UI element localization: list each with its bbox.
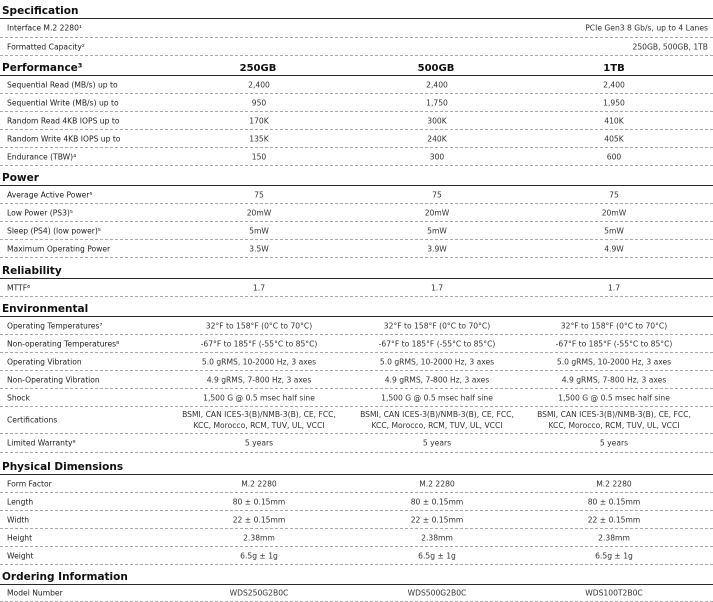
environmental-row-limited-warranty bbox=[0, 434, 713, 453]
row-label: Length bbox=[7, 497, 34, 506]
row-value-250gb: 3.5W bbox=[249, 244, 269, 253]
row-value-250gb: 1.7 bbox=[252, 283, 266, 292]
section-title: Environmental bbox=[2, 303, 89, 315]
row-value-1tb: 20mW bbox=[601, 208, 627, 217]
row-value-1tb: 5.0 gRMS, 10-2000 Hz, 3 axes bbox=[556, 357, 672, 366]
column-header: 500GB bbox=[417, 63, 455, 74]
row-value-250gb: 1,500 G @ 0.5 msec half sine bbox=[203, 393, 315, 402]
row-value-500gb: 4.9 gRMS, 7-800 Hz, 3 axes bbox=[384, 375, 490, 384]
row-value-1tb: 2,400 bbox=[603, 80, 625, 89]
performance-row-sequential-read-mb-s-up-to bbox=[0, 76, 713, 94]
row-value-250gb: 80 ± 0.15mm bbox=[232, 497, 286, 506]
row-value: 250GB, 500GB, 1TB bbox=[632, 42, 708, 51]
row-label: Operating Temperatures⁷ bbox=[7, 321, 103, 330]
row-label: Weight bbox=[7, 551, 34, 560]
row-value-250gb: 2,400 bbox=[248, 80, 270, 89]
reliability-row-mttf bbox=[0, 279, 713, 297]
environmental-row-operating-vibration bbox=[0, 353, 713, 371]
performance-row-endurance-tbw bbox=[0, 148, 713, 166]
row-value-1tb: 405K bbox=[604, 134, 624, 143]
row-label: Width bbox=[7, 515, 30, 524]
row-value-250gb: M.2 2280 bbox=[241, 479, 277, 488]
row-value-1tb: 1,950 bbox=[603, 98, 625, 107]
row-value-250gb: 4.9 gRMS, 7-800 Hz, 3 axes bbox=[206, 375, 312, 384]
row-value-250gb: 75 bbox=[254, 190, 264, 199]
section-header-power bbox=[0, 166, 713, 186]
row-value-1tb: 75 bbox=[609, 190, 619, 199]
row-label: Model Number bbox=[7, 588, 63, 598]
row-label: Interface M.2 2280¹ bbox=[7, 23, 82, 33]
physical-row-length bbox=[0, 493, 713, 511]
row-value-250gb: 150 bbox=[251, 152, 267, 161]
section-title: Ordering Information bbox=[2, 571, 128, 583]
row-value-500gb: M.2 2280 bbox=[419, 479, 455, 488]
row-value-250gb: WDS250G2B0C bbox=[229, 588, 289, 598]
row-value-250gb: 5mW bbox=[249, 226, 269, 235]
row-value-250gb: 950 bbox=[251, 98, 267, 107]
row-value-500gb: 80 ± 0.15mm bbox=[410, 497, 464, 506]
section-header-environmental bbox=[0, 297, 713, 317]
row-value-500gb: 5.0 gRMS, 10-2000 Hz, 3 axes bbox=[379, 357, 495, 366]
row-label: Maximum Operating Power bbox=[7, 244, 111, 253]
row-value-250gb: 6.5g ± 1g bbox=[240, 551, 278, 560]
section-title: Power bbox=[2, 172, 39, 184]
row-value-1tb: BSMI, CAN ICES-3(B)/NMB-3(B), CE, FCC, KCC, Morocco, RCM, TUV, UL, VCCI bbox=[537, 410, 691, 430]
environmental-row-shock bbox=[0, 389, 713, 407]
row-label: Sleep (PS4) (low power)⁵ bbox=[7, 226, 101, 235]
row-value-1tb: 600 bbox=[606, 152, 622, 161]
ordering-row-model-number bbox=[0, 585, 713, 602]
row-value-1tb: WDS100T2B0C bbox=[585, 588, 643, 598]
row-value-1tb: 2.38mm bbox=[598, 533, 630, 542]
row-label: Limited Warranty⁹ bbox=[7, 438, 76, 448]
row-label: Low Power (PS3)⁵ bbox=[7, 208, 73, 217]
environmental-row-non-operating-vibration bbox=[0, 371, 713, 389]
physical-row-height bbox=[0, 529, 713, 547]
row-label: Certifications bbox=[7, 415, 58, 425]
row-value: PCIe Gen3 8 Gb/s, up to 4 Lanes bbox=[585, 23, 708, 33]
row-value-500gb: 1,500 G @ 0.5 msec half sine bbox=[381, 393, 493, 402]
section-title: Physical Dimensions bbox=[2, 461, 124, 473]
section-header-ordering bbox=[0, 565, 713, 585]
row-value-250gb: 135K bbox=[249, 134, 269, 143]
row-label: Height bbox=[7, 533, 33, 542]
section-title: Reliability bbox=[2, 265, 62, 277]
section-title: Specification bbox=[2, 5, 79, 17]
row-value-250gb: 170K bbox=[249, 116, 269, 125]
row-value-1tb: 4.9W bbox=[604, 244, 624, 253]
row-value-500gb: 300K bbox=[427, 116, 447, 125]
row-value-500gb: -67°F to 185°F (-55°C to 85°C) bbox=[378, 339, 496, 348]
row-value-500gb: 2.38mm bbox=[421, 533, 453, 542]
environmental-row-non-operating-temperatures bbox=[0, 335, 713, 353]
row-value-500gb: 1,750 bbox=[426, 98, 448, 107]
row-value-500gb: 6.5g ± 1g bbox=[418, 551, 456, 560]
column-header: 1TB bbox=[603, 63, 625, 74]
row-label: Sequential Write (MB/s) up to bbox=[7, 98, 119, 107]
row-value-500gb: 2,400 bbox=[426, 80, 448, 89]
row-value-250gb: 5 years bbox=[244, 438, 274, 448]
row-label: Formatted Capacity² bbox=[7, 42, 85, 51]
row-value-500gb: WDS500G2B0C bbox=[407, 588, 467, 598]
row-value-1tb: 5mW bbox=[604, 226, 624, 235]
row-value-250gb: 22 ± 0.15mm bbox=[232, 515, 286, 524]
row-label: Random Write 4KB IOPS up to bbox=[7, 134, 121, 143]
row-value-500gb: 3.9W bbox=[427, 244, 447, 253]
section-title: Performance³ bbox=[2, 62, 83, 74]
power-row-low-power-ps3 bbox=[0, 204, 713, 222]
row-value-1tb: 80 ± 0.15mm bbox=[587, 497, 641, 506]
environmental-row-certifications bbox=[0, 407, 713, 434]
row-value-1tb: 32°F to 158°F (0°C to 70°C) bbox=[560, 321, 668, 330]
row-label: Non-operating Temperatures⁸ bbox=[7, 339, 120, 348]
row-value-250gb: 20mW bbox=[246, 208, 272, 217]
row-value-500gb: 22 ± 0.15mm bbox=[410, 515, 464, 524]
power-row-average-active-power bbox=[0, 186, 713, 204]
performance-row-random-read-4kb-iops-up-to bbox=[0, 112, 713, 130]
row-label: Form Factor bbox=[7, 479, 52, 488]
row-value-250gb: -67°F to 185°F (-55°C to 85°C) bbox=[200, 339, 318, 348]
performance-row-sequential-write-mb-s-up-to bbox=[0, 94, 713, 112]
spec-row-interface bbox=[0, 19, 713, 38]
row-value-1tb: 1.7 bbox=[607, 283, 621, 292]
row-value-500gb: 75 bbox=[432, 190, 442, 199]
section-header-reliability bbox=[0, 259, 713, 279]
row-value-1tb: M.2 2280 bbox=[596, 479, 632, 488]
row-value-250gb: 5.0 gRMS, 10-2000 Hz, 3 axes bbox=[201, 357, 317, 366]
row-value-250gb: BSMI, CAN ICES-3(B)/NMB-3(B), CE, FCC, KCC, Morocco, RCM, TUV, UL, VCCI bbox=[182, 410, 336, 430]
row-value-500gb: 5mW bbox=[427, 226, 447, 235]
environmental-row-operating-temperatures bbox=[0, 317, 713, 335]
performance-row-random-write-4kb-iops-up-to bbox=[0, 130, 713, 148]
section-header-performance bbox=[0, 56, 713, 76]
row-label: Operating Vibration bbox=[7, 357, 82, 366]
row-value-1tb: -67°F to 185°F (-55°C to 85°C) bbox=[555, 339, 673, 348]
column-header: 250GB bbox=[239, 63, 277, 74]
row-label: Average Active Power⁵ bbox=[7, 190, 93, 199]
row-label: Shock bbox=[7, 393, 30, 402]
physical-row-weight bbox=[0, 547, 713, 565]
row-label: Endurance (TBW)⁴ bbox=[7, 152, 77, 161]
physical-row-form-factor bbox=[0, 475, 713, 493]
row-label: Non-Operating Vibration bbox=[7, 375, 100, 384]
row-value-500gb: 5 years bbox=[422, 438, 452, 448]
physical-row-width bbox=[0, 511, 713, 529]
row-value-500gb: 1.7 bbox=[430, 283, 444, 292]
row-value-250gb: 2.38mm bbox=[243, 533, 275, 542]
spec-row-formatted-capacity bbox=[0, 38, 713, 56]
section-header-specification bbox=[0, 0, 713, 19]
row-value-1tb: 6.5g ± 1g bbox=[595, 551, 633, 560]
row-label: MTTF⁶ bbox=[7, 283, 31, 292]
row-value-500gb: 300 bbox=[429, 152, 445, 161]
row-value-500gb: 32°F to 158°F (0°C to 70°C) bbox=[383, 321, 491, 330]
row-label: Random Read 4KB IOPS up to bbox=[7, 116, 120, 125]
row-label: Sequential Read (MB/s) up to bbox=[7, 80, 118, 89]
power-row-maximum-operating-power bbox=[0, 240, 713, 258]
power-row-sleep-ps4-low-power bbox=[0, 222, 713, 240]
row-value-1tb: 410K bbox=[604, 116, 624, 125]
row-value-1tb: 4.9 gRMS, 7-800 Hz, 3 axes bbox=[561, 375, 667, 384]
row-value-1tb: 22 ± 0.15mm bbox=[587, 515, 641, 524]
row-value-250gb: 32°F to 158°F (0°C to 70°C) bbox=[205, 321, 313, 330]
row-value-500gb: 240K bbox=[427, 134, 447, 143]
row-value-500gb: 20mW bbox=[424, 208, 450, 217]
row-value-1tb: 5 years bbox=[599, 438, 629, 448]
row-value-500gb: BSMI, CAN ICES-3(B)/NMB-3(B), CE, FCC, KCC, Morocco, RCM, TUV, UL, VCCI bbox=[360, 410, 514, 430]
section-header-physical bbox=[0, 455, 713, 475]
row-value-1tb: 1,500 G @ 0.5 msec half sine bbox=[558, 393, 670, 402]
